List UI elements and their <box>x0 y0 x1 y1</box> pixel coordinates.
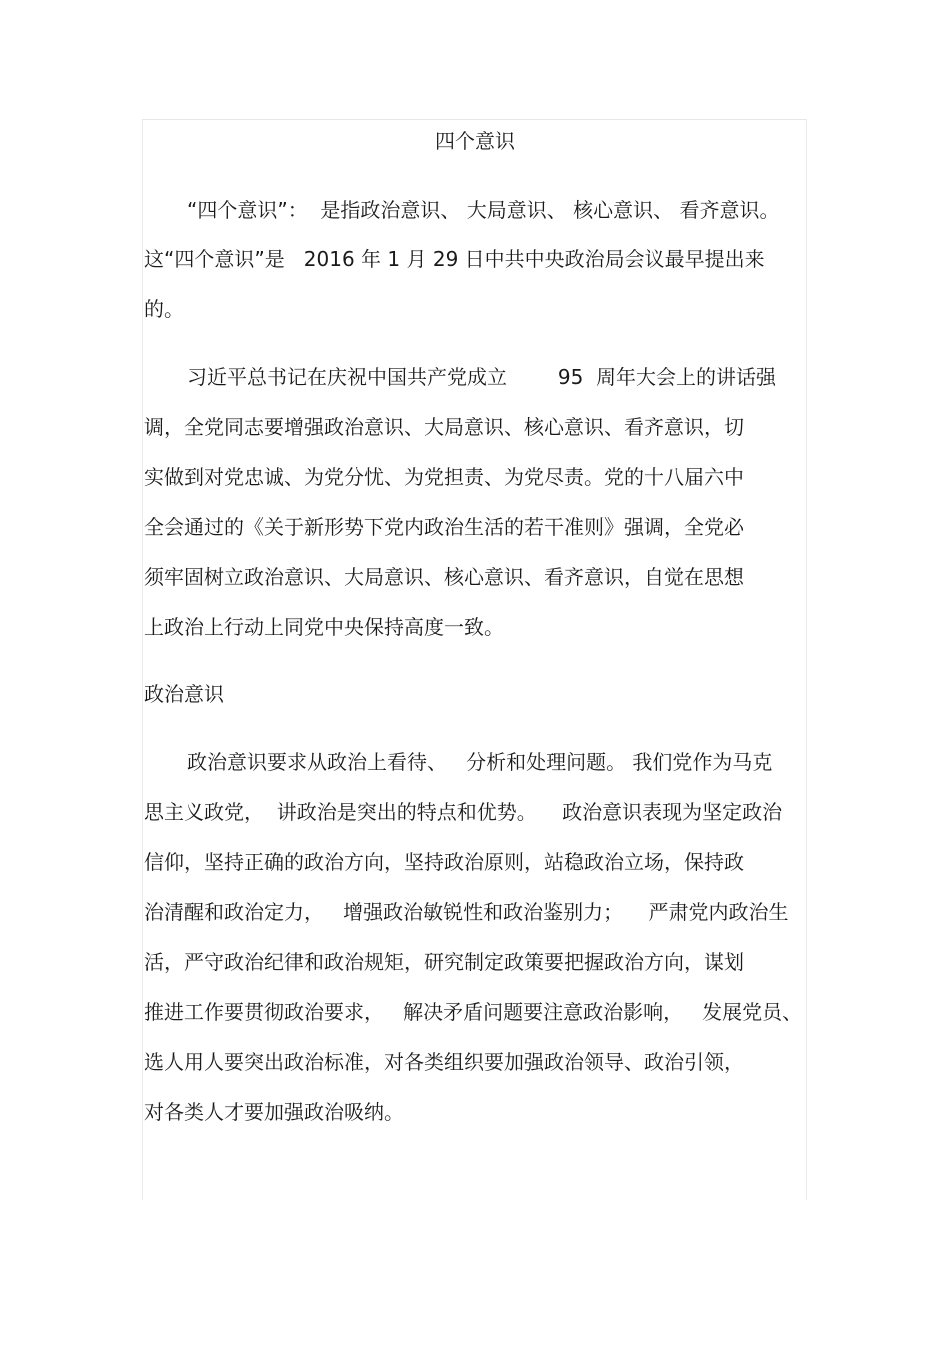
paragraph-2-line-5: 须牢固树立政治意识、大局意识、核心意识、看齐意识，自觉在思想 <box>144 565 744 589</box>
paragraph-2-line-2: 调，全党同志要增强政治意识、大局意识、核心意识、看齐意识，切 <box>144 415 744 439</box>
section-paragraph-line-8: 对各类人才要加强政治吸纳。 <box>144 1100 404 1124</box>
section-paragraph-line-1: 政治意识要求从政治上看待、 分析和处理问题。 我们党作为马克 <box>187 750 773 774</box>
paragraph-2-line-4: 全会通过的《关于新形势下党内政治生活的若干准则》强调，全党必 <box>144 515 744 539</box>
paragraph-2-line-1: 习近平总书记在庆祝中国共产党成立 95 周年大会上的讲话强 <box>187 365 777 389</box>
paragraph-2-line-6: 上政治上行动上同党中央保持高度一致。 <box>144 615 504 639</box>
section-heading: 政治意识 <box>144 682 224 706</box>
section-paragraph-line-4: 治清醒和政治定力， 增强政治敏锐性和政治鉴别力； 严肃党内政治生 <box>144 900 789 924</box>
section-paragraph-line-2: 思主义政党， 讲政治是突出的特点和优势。 政治意识表现为坚定政治 <box>144 800 783 824</box>
paragraph-1-line-3: 的。 <box>144 297 184 321</box>
paragraph-1-line-2: 这“四个意识”是 2016 年 1 月 29 日中共中央政治局会议最早提出来 <box>144 247 765 271</box>
paragraph-2-line-3: 实做到对党忠诚、为党分忧、为党担责、为党尽责。党的十八届六中 <box>144 465 744 489</box>
section-paragraph-line-6: 推进工作要贯彻政治要求， 解决矛盾问题要注意政治影响， 发展党员、 <box>144 1000 803 1024</box>
page-frame <box>142 119 807 1200</box>
section-paragraph-line-3: 信仰，坚持正确的政治方向，坚持政治原则，站稳政治立场，保持政 <box>144 850 744 874</box>
document-title: 四个意识 <box>435 129 515 153</box>
section-paragraph-line-5: 活，严守政治纪律和政治规矩，研究制定政策要把握政治方向，谋划 <box>144 950 744 974</box>
section-paragraph-line-7: 选人用人要突出政治标准，对各类组织要加强政治领导、政治引领， <box>144 1050 744 1074</box>
paragraph-1-line-1: “四个意识”： 是指政治意识、 大局意识、 核心意识、 看齐意识。 <box>187 198 780 222</box>
